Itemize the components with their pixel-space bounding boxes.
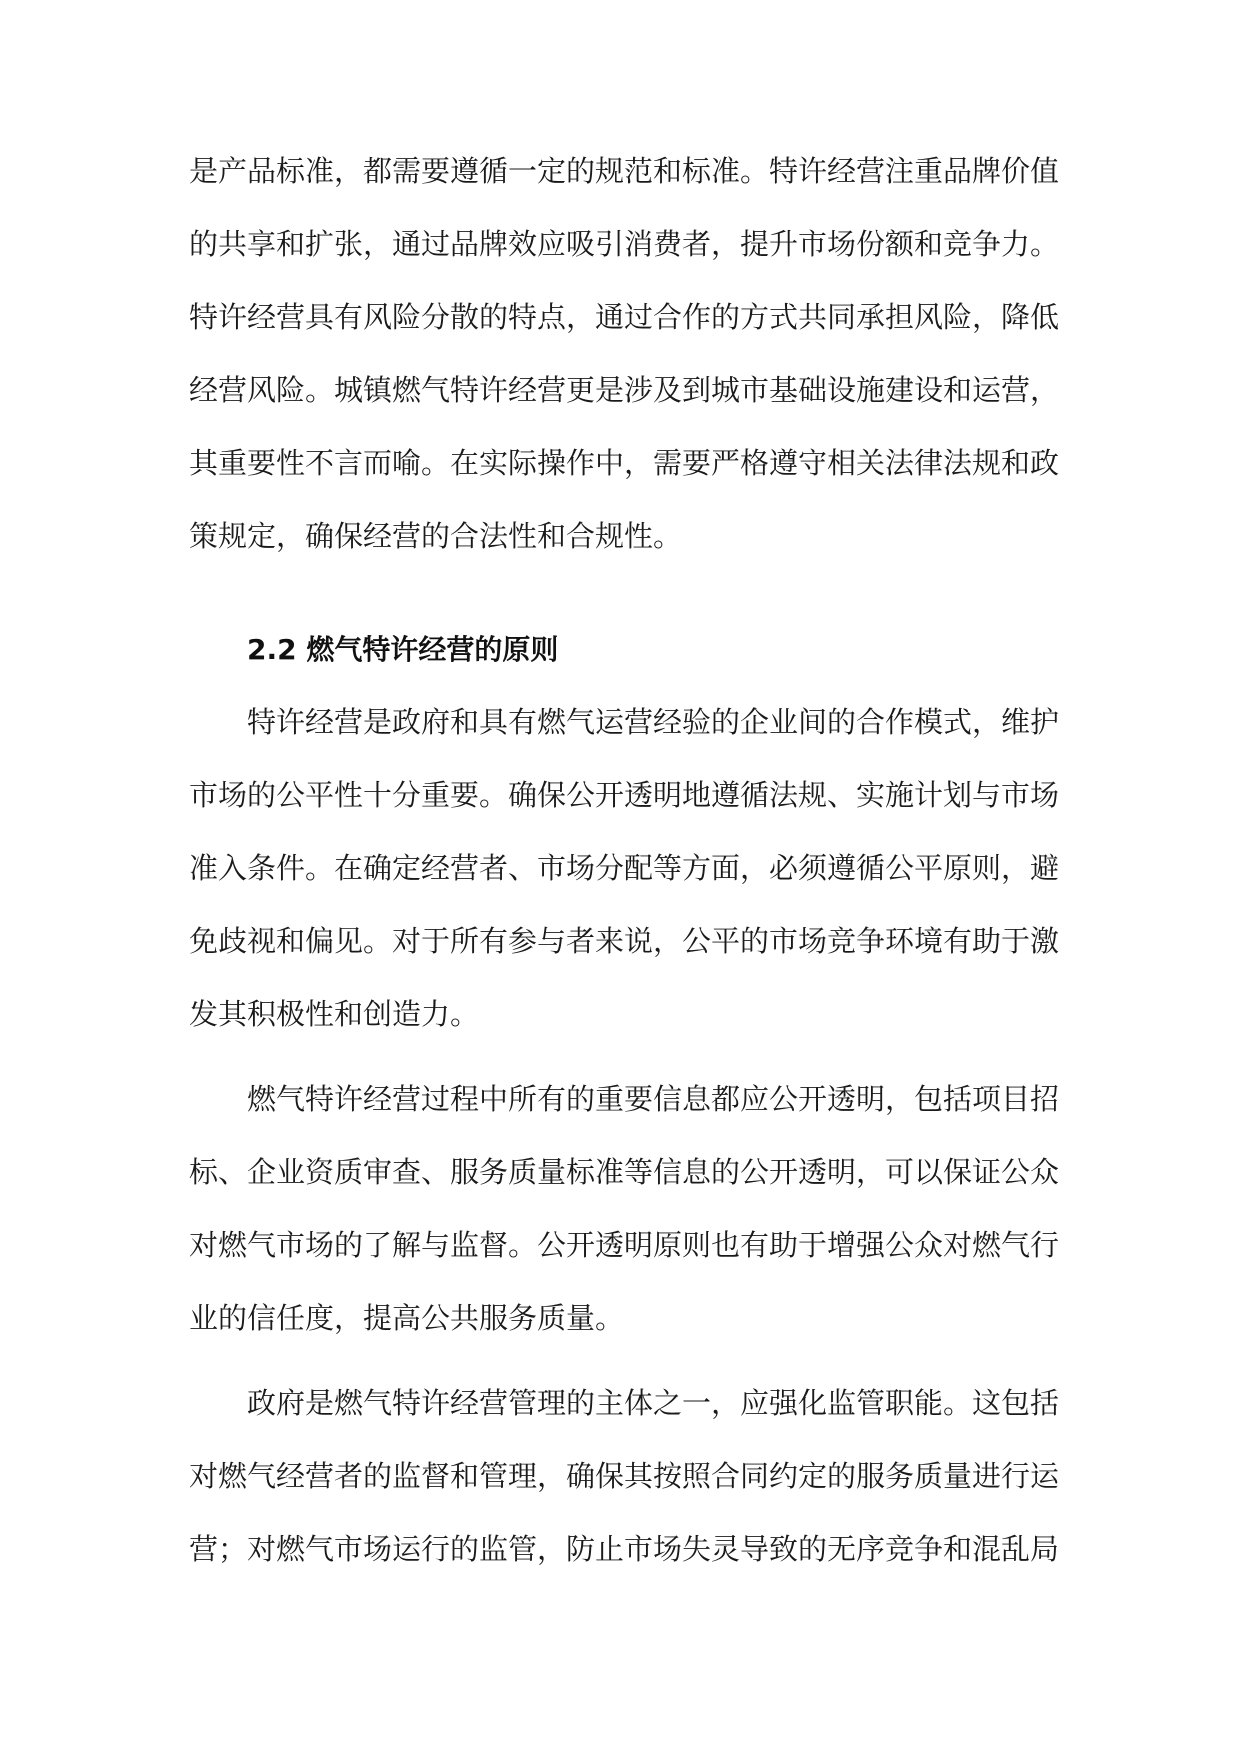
paragraph-line: 发其积极性和创造力。 — [189, 997, 480, 1031]
paragraph-line: 策规定，确保经营的合法性和合规性。 — [189, 519, 683, 553]
paragraph-line: 其重要性不言而喻。在实际操作中，需要严格遵守相关法律法规和政 — [189, 446, 1060, 480]
paragraph-line: 经营风险。城镇燃气特许经营更是涉及到城市基础设施建设和运营， — [189, 373, 1060, 407]
paragraph-line: 市场的公平性十分重要。确保公开透明地遵循法规、实施计划与市场 — [189, 778, 1060, 812]
paragraph-line: 免歧视和偏见。对于所有参与者来说，公平的市场竞争环境有助于激 — [189, 924, 1060, 958]
section-heading: 2.2 燃气特许经营的原则 — [247, 633, 559, 666]
spacer — [189, 573, 1059, 613]
paragraph-line: 对燃气经营者的监督和管理，确保其按照合同约定的服务质量进行运 — [189, 1459, 1060, 1493]
paragraph-line: 特许经营具有风险分散的特点，通过合作的方式共同承担风险，降低 — [189, 300, 1060, 334]
paragraph-line: 燃气特许经营过程中所有的重要信息都应公开透明，包括项目招 — [247, 1082, 1060, 1116]
paragraph-2 — [189, 686, 1059, 1051]
paragraph-line: 的共享和扩张，通过品牌效应吸引消费者，提升市场份额和竞争力。 — [189, 227, 1060, 261]
paragraph-line: 特许经营是政府和具有燃气运营经验的企业间的合作模式，维护 — [247, 705, 1060, 739]
spacer — [189, 1051, 1059, 1063]
paragraph-line: 准入条件。在确定经营者、市场分配等方面，必须遵循公平原则，避 — [189, 851, 1060, 885]
paragraph-line: 营；对燃气市场运行的监管，防止市场失灵导致的无序竞争和混乱局 — [189, 1532, 1060, 1566]
spacer — [189, 1355, 1059, 1367]
paragraph-line: 标、企业资质审查、服务质量标准等信息的公开透明，可以保证公众 — [189, 1155, 1060, 1189]
paragraph-line: 政府是燃气特许经营管理的主体之一，应强化监管职能。这包括 — [247, 1386, 1060, 1420]
paragraph-line: 业的信任度，提高公共服务质量。 — [189, 1301, 625, 1335]
paragraph-3 — [189, 1063, 1059, 1355]
paragraph-4 — [189, 1367, 1059, 1586]
document-body — [189, 135, 1059, 1586]
paragraph-line: 是产品标准，都需要遵循一定的规范和标准。特许经营注重品牌价值 — [189, 154, 1060, 188]
paragraph-line: 对燃气市场的了解与监督。公开透明原则也有助于增强公众对燃气行 — [189, 1228, 1060, 1262]
paragraph-1 — [189, 135, 1059, 573]
